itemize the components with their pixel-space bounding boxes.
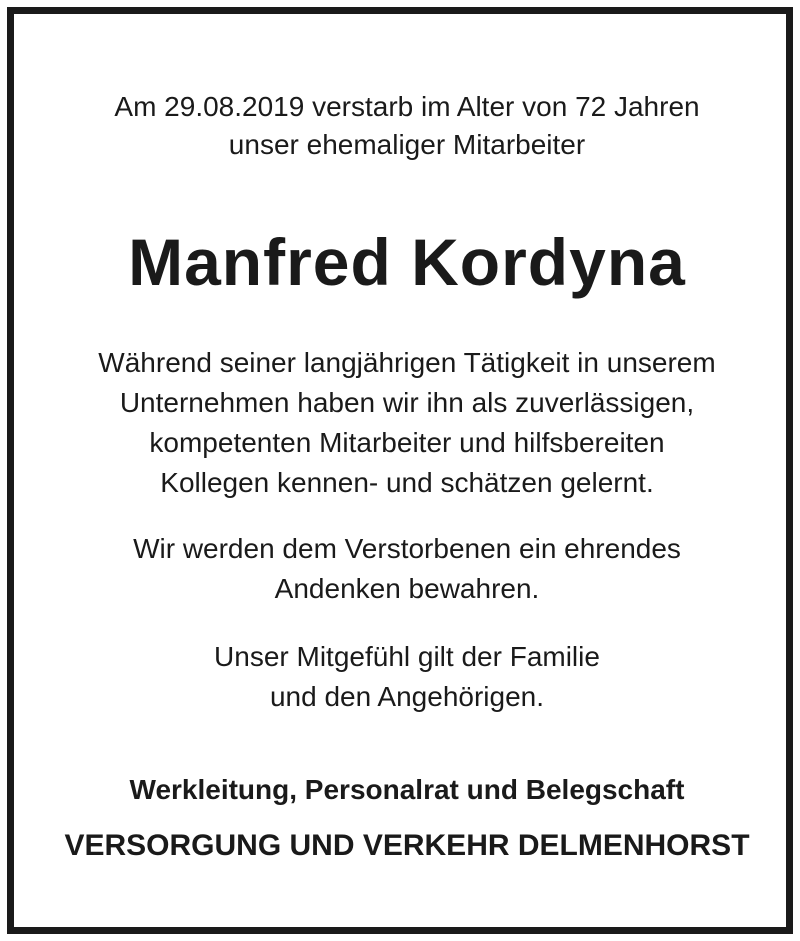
paragraph-3-line-2: und den Angehörigen. <box>269 681 545 712</box>
paragraph-1-line-3: kompetenten Mitarbeiter und hilfsbereiten <box>149 427 665 458</box>
intro-line-1: Am 29.08.2019 verstarb im Alter von 72 Jahren <box>114 91 700 122</box>
obituary-content <box>14 14 800 941</box>
intro-line-2: unser ehemaliger Mitarbeiter <box>228 129 586 160</box>
paragraph-3-line-1: Unser Mitgefühl gilt der Familie <box>214 641 600 672</box>
paragraph-1-line-4: Kollegen kennen- und schätzen gelernt. <box>160 467 654 498</box>
paragraph-1-line-1: Während seiner langjährigen Tätigkeit in unserem <box>98 347 716 378</box>
paragraph-2-line-2: Andenken bewahren. <box>274 573 540 604</box>
paragraph-1-line-2: Unternehmen haben wir ihn als zuverlässigen, <box>119 387 695 418</box>
signature-line-1: Werkleitung, Personalrat und Belegschaft <box>129 774 685 805</box>
deceased-name: Manfred Kordyna <box>128 225 686 299</box>
obituary-frame <box>7 7 793 934</box>
signature-line-2: VERSORGUNG UND VERKEHR DELMENHORST <box>64 829 750 862</box>
paragraph-2-line-1: Wir werden dem Verstorbenen ein ehrendes <box>133 533 681 564</box>
